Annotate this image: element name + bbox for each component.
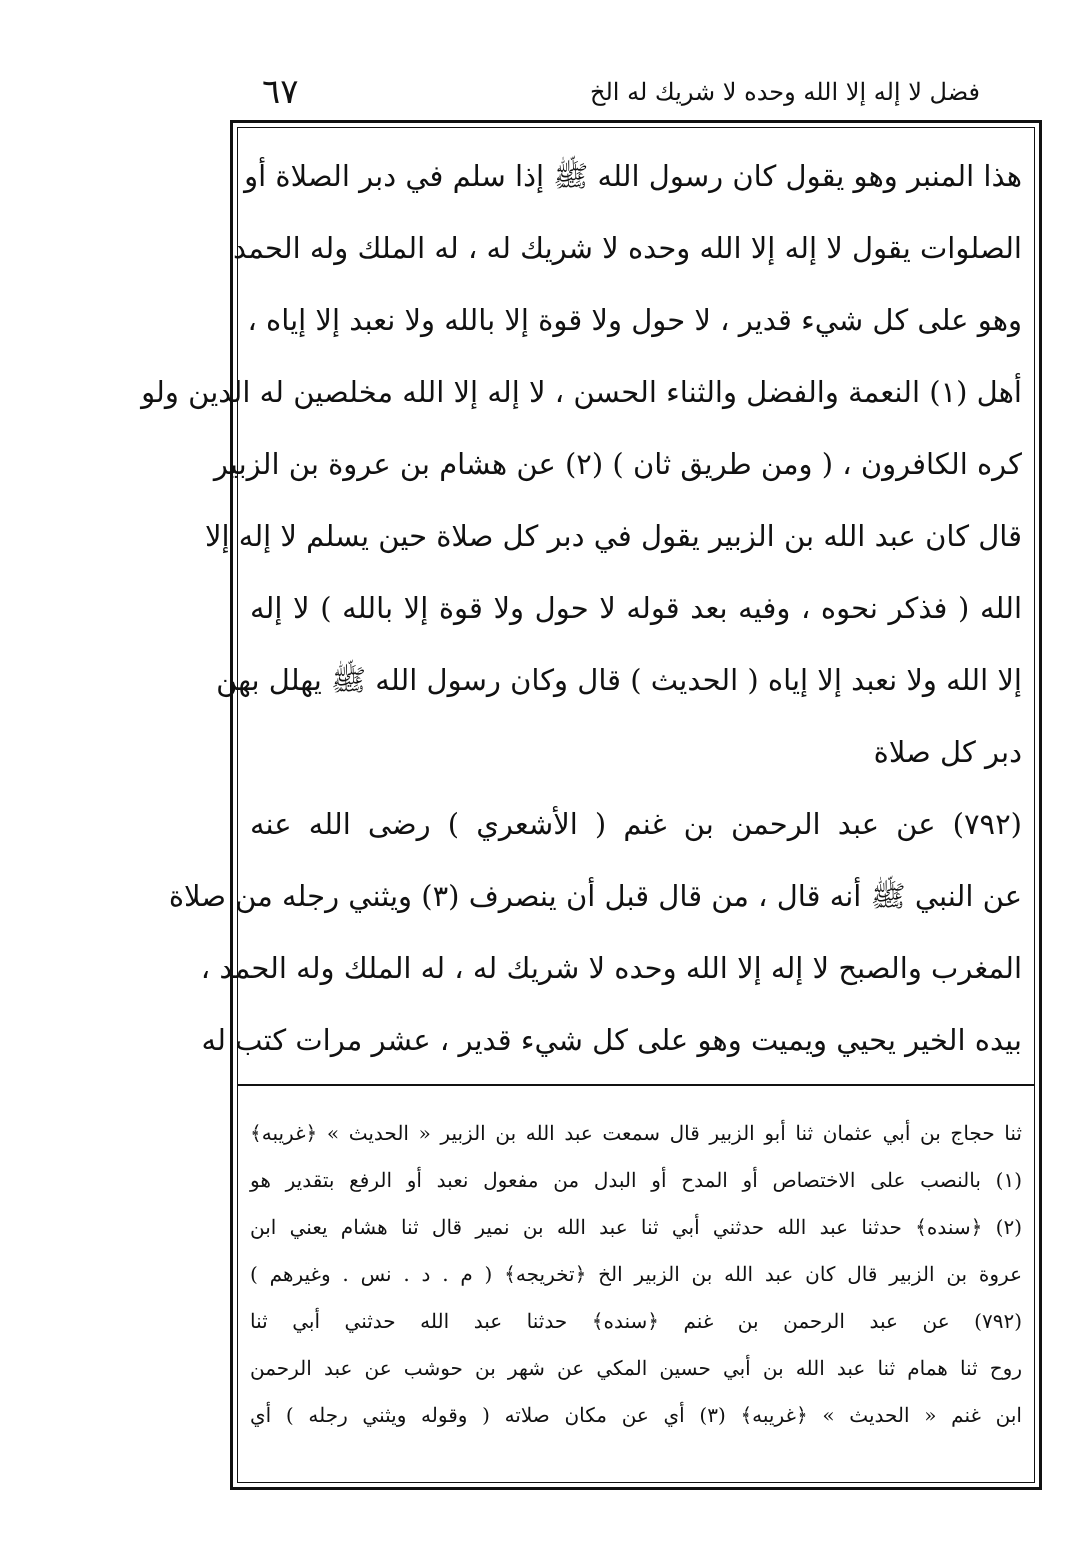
- text-line: (٧٩٢) عن عبد الرحمن بن غنم ( الأشعري ) رضى الله عنه: [250, 807, 1022, 841]
- page-header: [240, 72, 1040, 122]
- footnote-divider: [237, 1084, 1035, 1086]
- text-line: وهو على كل شيء قدير ، لا حول ولا قوة إلا بالله ولا نعبد إلا إياه ،: [247, 303, 1022, 337]
- footnote-line: روح ثنا همام ثنا عبد الله بن أبي حسين المكي عن شهر بن حوشب عن عبد الرحمن: [250, 1356, 1022, 1380]
- text-line: عن النبي ﷺ أنه قال ، من قال قبل أن ينصرف (٣) ويثني رجله من صلاة: [168, 879, 1022, 913]
- footnote-line: (٧٩٢) عن عبد الرحمن بن غنم ﴿سنده﴾ حدثنا عبد الله حدثني أبي ثنا: [250, 1309, 1022, 1333]
- footnotes: [250, 1110, 1022, 1439]
- text-line: الصلوات يقول لا إله إلا الله وحده لا شريك له ، له الملك وله الحمد: [233, 231, 1022, 265]
- text-line: دبر كل صلاة: [873, 735, 1022, 769]
- text-line: هذا المنبر وهو يقول كان رسول الله ﷺ إذا سلم في دبر الصلاة أو: [244, 159, 1022, 193]
- footnote-line: ثنا حجاج بن أبي عثمان ثنا أبو الزبير قال سمعت عبد الله بن الزبير « الحديث » ﴿غريبه﴾: [250, 1121, 1022, 1145]
- text-line: إلا الله ولا نعبد إلا إياه ( الحديث ) قال وكان رسول الله ﷺ يهلل بهن: [216, 663, 1022, 697]
- text-line: بيده الخير يحيي ويميت وهو على كل شيء قدير ، عشر مرات كتب له: [201, 1023, 1022, 1057]
- text-line: قال كان عبد الله بن الزبير يقول في دبر كل صلاة حين يسلم لا إله إلا: [204, 519, 1022, 553]
- footnote-line: (٢) ﴿سنده﴾ حدثنا عبد الله حدثني أبي ثنا عبد الله بن نمير قال ثنا هشام يعني ابن: [250, 1215, 1022, 1239]
- text-line: المغرب والصبح لا إله إلا الله وحده لا شريك له ، له الملك وله الحمد ،: [200, 951, 1022, 985]
- page-number: ٦٧: [262, 72, 299, 112]
- footnote-line: ابن غنم « الحديث » ﴿غريبه﴾ (٣) أي عن مكان صلاته ( وقوله ويثني رجله ) أي: [250, 1403, 1022, 1427]
- main-text: [141, 140, 1022, 1076]
- footnote-line: عروة بن الزبير قال كان عبد الله بن الزبير الخ ﴿تخريجه﴾ ( م . د . نس . وغيرهم ): [250, 1262, 1022, 1286]
- text-line: أهل (١) النعمة والفضل والثناء الحسن ، لا إله إلا الله مخلصين له الدين ولو: [141, 375, 1022, 409]
- running-head: فضل لا إله إلا الله وحده لا شريك له الخ: [590, 78, 980, 106]
- footnote-line: (١) بالنصب على الاختصاص أو المدح أو البدل من مفعول نعبد أو الرفع بتقدير هو: [250, 1168, 1022, 1192]
- text-line: الله ( فذكر نحوه ، وفيه بعد قوله لا حول ولا قوة إلا بالله ) لا إله: [250, 591, 1022, 625]
- text-line: كره الكافرون ، ( ومن طريق ثان ) (٢) عن هشام بن عروة بن الزبير: [213, 447, 1022, 481]
